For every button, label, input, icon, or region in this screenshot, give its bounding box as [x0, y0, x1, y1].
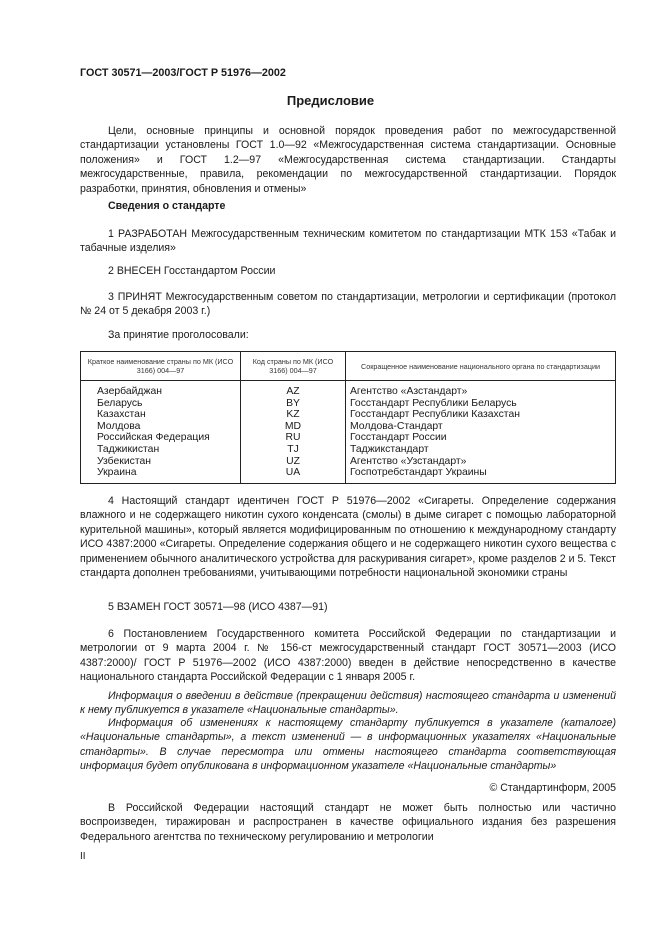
document-header: ГОСТ 30571—2003/ГОСТ Р 51976—2002: [80, 67, 286, 79]
table-header-country: Краткое наименование страны по МК (ИСО 3166) 004—97: [81, 352, 241, 381]
item-2: 2 ВНЕСЕН Госстандартом России: [108, 265, 276, 277]
rights-paragraph: В Российской Федерации настоящий стандарт не может быть полностью или частично воспроизведен, тиражирован и распространен в качестве официального издания без разрешения Федерального агентства по техническому регулированию и метрологии: [80, 802, 616, 843]
table-row: [81, 467, 616, 483]
info-paragraph-1: Информация о введении в действие (прекращении действия) настоящего стандарта и изменений к нему публикуется в указателе «Национальные стандарты».: [80, 690, 616, 717]
country-code: TJ: [241, 444, 346, 456]
country-code: MD: [241, 421, 346, 433]
table-row: [81, 456, 616, 468]
country-code: UZ: [241, 456, 346, 468]
standards-body: Госпотребстандарт Украины: [346, 467, 616, 483]
standards-body: Молдова-Стандарт: [346, 421, 616, 433]
table-header-row: [81, 352, 616, 381]
country-code: AZ: [241, 381, 346, 398]
standards-body: Агентство «Азстандарт»: [346, 381, 616, 398]
country-name: Узбекистан: [81, 456, 241, 468]
country-code: UA: [241, 467, 346, 483]
country-name: Таджикистан: [81, 444, 241, 456]
standards-body: Госстандарт Республики Беларусь: [346, 398, 616, 410]
standards-body: Таджикстандарт: [346, 444, 616, 456]
standards-body: Агентство «Узстандарт»: [346, 456, 616, 468]
country-code: KZ: [241, 409, 346, 421]
standards-body: Госстандарт Республики Казахстан: [346, 409, 616, 421]
item-6: 6 Постановлением Государственного комитета Российской Федерации по стандартизации и метрологии от 9 марта 2004 г. № 156-ст межгосударственный стандарт ГОСТ 30571—2003 (ИСО 4387:2000)/ ГОСТ Р 51976—2002 (ИСО 4387:2000) введен в действие непосредственно в качестве национального стандарта Российской Федерации с 1 января 2005 г.: [80, 628, 616, 684]
country-name: Украина: [81, 467, 241, 483]
table-row: [81, 381, 616, 398]
page-number: II: [80, 851, 86, 862]
table-row: [81, 444, 616, 456]
country-name: Российская Федерация: [81, 432, 241, 444]
table-header-code: Код страны по МК (ИСО 3166) 004—97: [241, 352, 346, 381]
item-1: 1 РАЗРАБОТАН Межгосударственным техническим комитетом по стандартизации МТК 153 «Табак и табачные изделия»: [80, 228, 616, 255]
item-4: 4 Настоящий стандарт идентичен ГОСТ Р 51976—2002 «Сигареты. Определение содержания влажного и не содержащего никотин сухого конденсата (смолы) в дыме сигарет с помощью лабораторной курительной машины», который является модифицированным по отношению к международному стандарту ИСО 4387:2000 «Сигареты. Определение содержания общего и не содержащего никотин сухого вещества с применением обычного аналитического устройства для раскуривания сигарет», кроме разделов 2 и 5. Текст стандарта дополнен требованиями, учитывающими потребности национальной экономики страны: [80, 495, 616, 580]
page-title: Предисловие: [286, 93, 375, 108]
country-name: Беларусь: [81, 398, 241, 410]
section-title: Сведения о стандарте: [108, 200, 226, 212]
country-name: Казахстан: [81, 409, 241, 421]
item-5: 5 ВЗАМЕН ГОСТ 30571—98 (ИСО 4387—91): [108, 601, 328, 613]
item-3: 3 ПРИНЯТ Межгосударственным советом по стандартизации, метрологии и сертификации (протокол № 24 от 5 декабря 2003 г.): [80, 291, 616, 318]
country-code: BY: [241, 398, 346, 410]
voted-label: За принятие проголосовали:: [108, 329, 249, 341]
voting-table: [80, 351, 616, 484]
country-name: Молдова: [81, 421, 241, 433]
country-name: Азербайджан: [81, 381, 241, 398]
table-header-body: Сокращенное наименование национального органа по стандартизации: [346, 352, 616, 381]
country-code: RU: [241, 432, 346, 444]
copyright: © Стандартинформ, 2005: [489, 782, 616, 794]
info-paragraph-2: Информация об изменениях к настоящему стандарту публикуется в указателе (каталоге) «Национальные стандарты», а текст изменений — в информационных указателях «Национальные стандарты». В случае пересмотра или отмены настоящего стандарта соответствующая информация будет опубликована в информационном указателе «Национальные стандарты»: [80, 717, 616, 773]
intro-paragraph: Цели, основные принципы и основной порядок проведения работ по межгосударственной стандартизации установлены ГОСТ 1.0—92 «Межгосударственная система стандартизации. Основные положения» и ГОСТ 1.2—97 «Межгосударственная система стандартизации. Стандарты межгосударственные, правила, рекомендации по межгосударственной стандартизации. Порядок разработки, принятия, обновления и отмены»: [80, 125, 616, 195]
table-row: [81, 432, 616, 444]
standards-body: Госстандарт России: [346, 432, 616, 444]
table-row: [81, 398, 616, 410]
table-row: [81, 409, 616, 421]
table-row: [81, 421, 616, 433]
